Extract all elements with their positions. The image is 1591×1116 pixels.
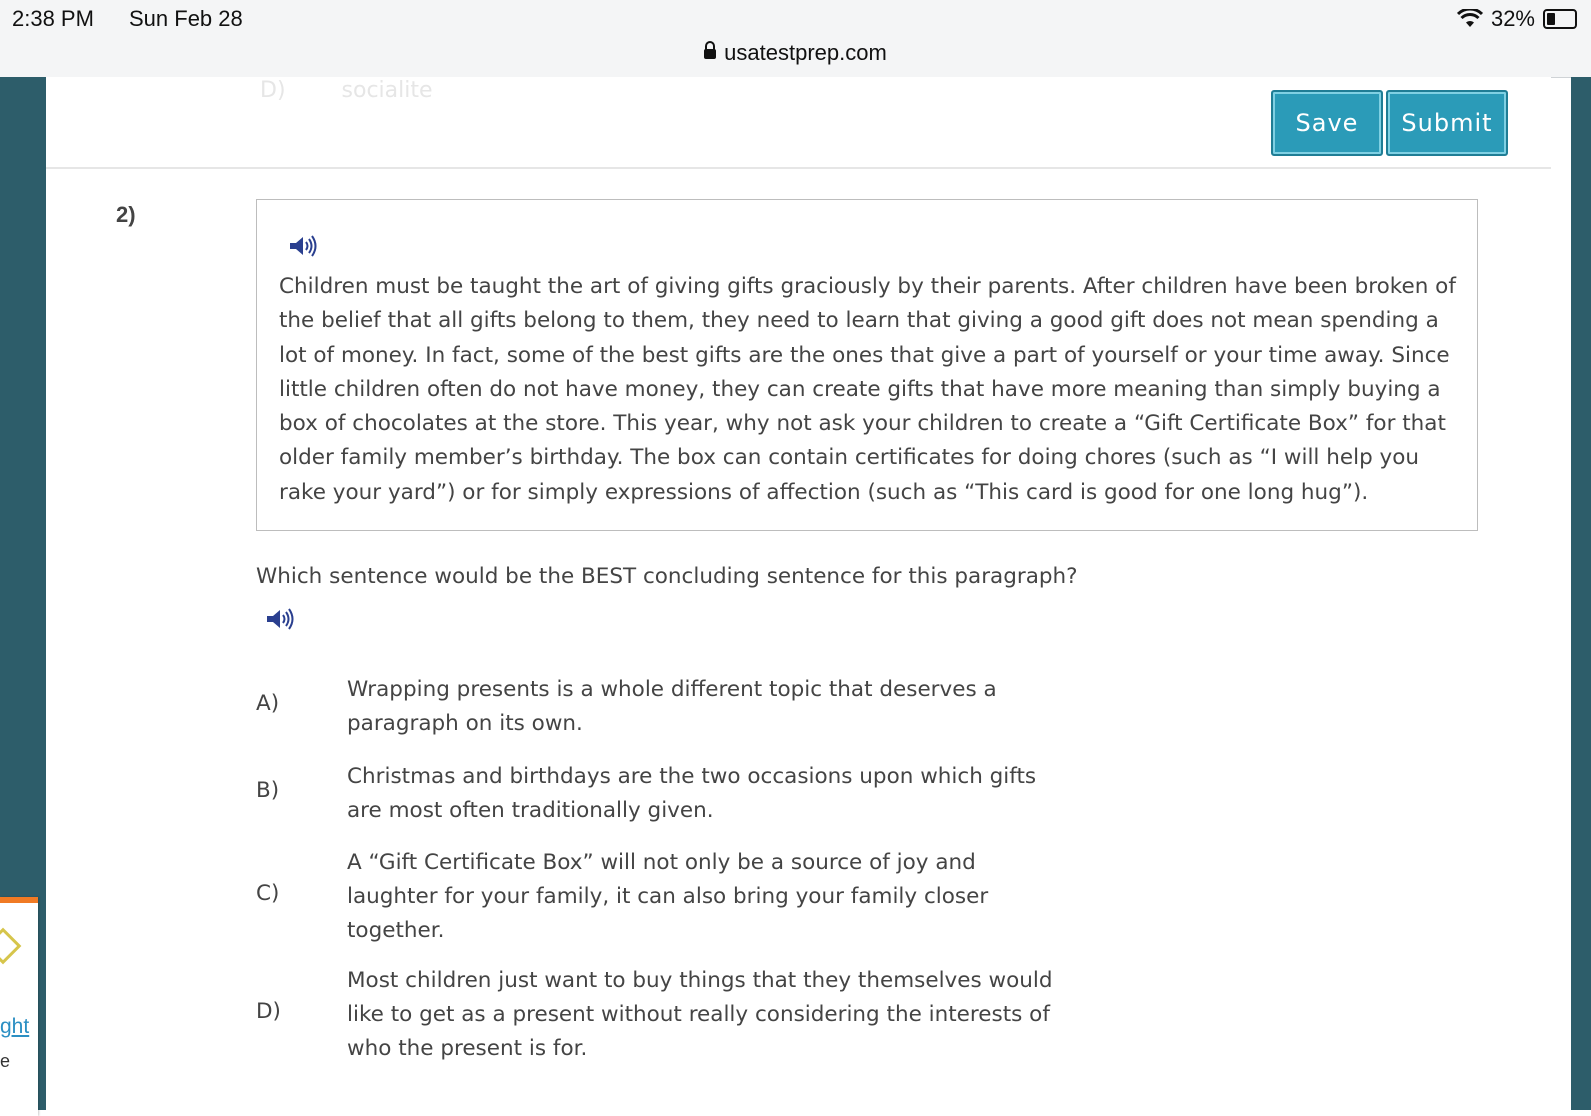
choice-letter: D) <box>256 999 281 1024</box>
lock-icon <box>704 49 716 59</box>
choice-letter: B) <box>256 778 280 803</box>
wifi-icon <box>1457 9 1483 29</box>
status-date: Sun Feb 28 <box>129 6 243 31</box>
choice-letter: C) <box>256 881 280 906</box>
save-button[interactable]: Save <box>1271 90 1383 156</box>
choice-text: A “Gift Certificate Box” will not only be a source of joy and laughter for your family, it can also bring your family closer together. <box>347 850 989 943</box>
battery-icon <box>1543 9 1577 29</box>
url-text: usatestprep.com <box>724 40 887 65</box>
choice-text: Christmas and birthdays are the two occasions upon which gifts are most often traditionally given. <box>347 764 1037 823</box>
speaker-icon[interactable] <box>265 606 297 632</box>
right-rail <box>1571 77 1591 1110</box>
previous-question-option <box>260 78 433 103</box>
side-widget-link[interactable]: ght <box>0 1015 30 1038</box>
passage-text: Children must be taught the art of giving gifts graciously by their parents. After children have been broken of the belief that all gifts belong to them, they need to learn that giving a good gift does not mean spending a lot of money. In fact, some of the best gifts are the ones that give a part of yourself or your time away. Since little children often do not have money, they can create gifts that have more meaning than simply buying a box of chocolates at the store. This year, why not ask your children to create a “Gift Certificate Box” for that older family member’s birthday. The box can contain certificates for doing chores (such as “I will help you rake your yard”) or for simply expressions of affection (such as “This card is good for one long hug”). <box>279 274 1456 505</box>
previous-option-letter: D) <box>260 78 286 103</box>
choice-text: Wrapping presents is a whole different topic that deserves a paragraph on its own. <box>347 677 997 736</box>
previous-option-text: socialite <box>341 78 433 103</box>
status-indicators <box>1457 6 1577 32</box>
side-widget[interactable] <box>0 897 38 1116</box>
address-bar[interactable] <box>0 40 1591 66</box>
browser-top-bar <box>0 0 1591 78</box>
diamond-icon <box>0 928 21 965</box>
side-widget-text: e <box>0 1051 11 1071</box>
submit-button[interactable]: Submit <box>1386 90 1508 156</box>
speaker-icon[interactable] <box>288 233 320 259</box>
battery-percent: 32% <box>1490 6 1535 31</box>
question-prompt: Which sentence would be the BEST concluding sentence for this paragraph? <box>256 564 1078 589</box>
choice-text: Most children just want to buy things that they themselves would like to get as a present without really considering the interests of who the present is for. <box>347 968 1053 1061</box>
status-time: 2:38 PM <box>12 6 94 31</box>
choice-letter: A) <box>256 691 280 716</box>
question-number: 2) <box>116 202 136 227</box>
